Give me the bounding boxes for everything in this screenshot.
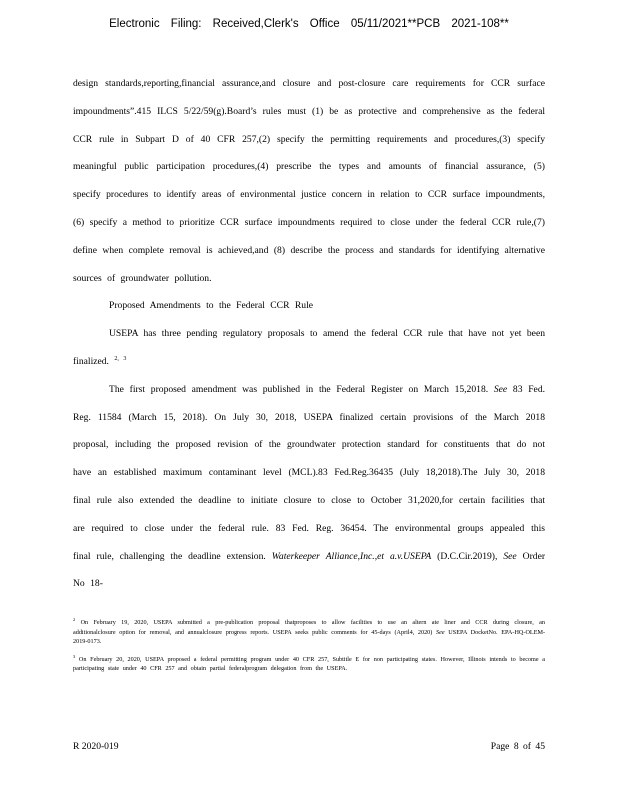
order-reference: Order No 18- [73, 550, 546, 590]
footnote-text: On February 20, 2020, USEPA proposed a federal permitting program under 40 CFR 257, Subtitle E for non participating states. However, Illinois intends to become a participating state under 40 CFR 257 and obtain partial federalprogram delegation from the USEPA. [73, 655, 546, 672]
case-citation: (D.C.Cir.2019), [437, 550, 498, 562]
footnotes [73, 618, 545, 682]
filing-header: Electronic Filing: Received,Clerk's Office 05/11/2021**PCB 2021-108** [109, 18, 509, 30]
see-signal: See [493, 383, 508, 395]
see-signal: See [436, 628, 445, 636]
first-amendment-intro: The first proposed amendment was published in the Federal Register on March 15,2018. [109, 383, 489, 395]
page-number: Page 8 of 45 [490, 741, 545, 752]
footnote-3 [73, 655, 545, 674]
docket-number: R 2020-019 [73, 741, 119, 752]
first-amendment-detail: 83 Fed. Reg. 11584 (March 15, 2018). On July 30, 2018, USEPA finalized certain provisions of the March 2018 proposal, including the proposed revision of the groundwater protection standard for constituents that do not have an established maximum contaminant level (MCL).83 Fed.Reg.36435 (July 18,2018).The July 30, 2018 final rule also extended the deadline to initiate closure to close to October 31,2020,for certain facilities that are required to close under the federal rule. 83 Fed. Reg. 36454. The environmental groups appealed this final rule, challenging the deadline extension. [73, 383, 546, 562]
paragraph-board-rules: design standards,reporting,financial assurance,and closure and post-closure care requirements for CCR surface impoundments”.415 ILCS 5/22/59(g).Board’s rules must (1) be as protective and comprehensive as the federal CCR rule in Subpart D of 40 CFR 257,(2) specify the permitting requirements and procedures,(3) specify meaningful public participation procedures,(4) prescribe the types and amounts of financial assurance, (5) specify procedures to identify areas of environmental justice concern in relation to CCR surface impoundments,(6) specify a method to prioritize CCR surface impoundments required to close under the federal CCR rule,(7) define when complete removal is achieved,and (8) describe the process and standards for identifying alternative sources of groundwater pollution. [73, 78, 545, 284]
see-signal: See [503, 550, 517, 562]
section-heading: Proposed Amendments to the Federal CCR Rule [109, 300, 313, 312]
footnote-mark: 3 [73, 653, 76, 659]
paragraph-pending-proposals-text: USEPA has three pending regulatory proposals to amend the federal CCR rule that have not yet been finalized. [73, 328, 545, 367]
footnote-2 [73, 618, 545, 647]
paragraph-first-amendment [73, 376, 545, 598]
case-name: Waterkeeper Alliance,Inc.,et a.v.USEPA [271, 550, 432, 562]
footnote-docket: USEPA DocketNo. EPA-HQ-OLEM-2019-0173. [73, 628, 546, 645]
footnote-text: On February 19, 2020, USEPA submitted a pre-publication proposal thatproposes to allow facilities to use an altern ate liner and CCR during closure, an additionalclosure option for removal, and annualclosure progress reports. USEPA seeks public comments for 45-days (April4, 2020) [73, 619, 545, 636]
footnote-reference: 2, 3 [114, 355, 127, 362]
paragraph-pending-proposals [73, 320, 545, 376]
footnote-mark: 2 [73, 616, 76, 622]
body-text [73, 70, 545, 598]
